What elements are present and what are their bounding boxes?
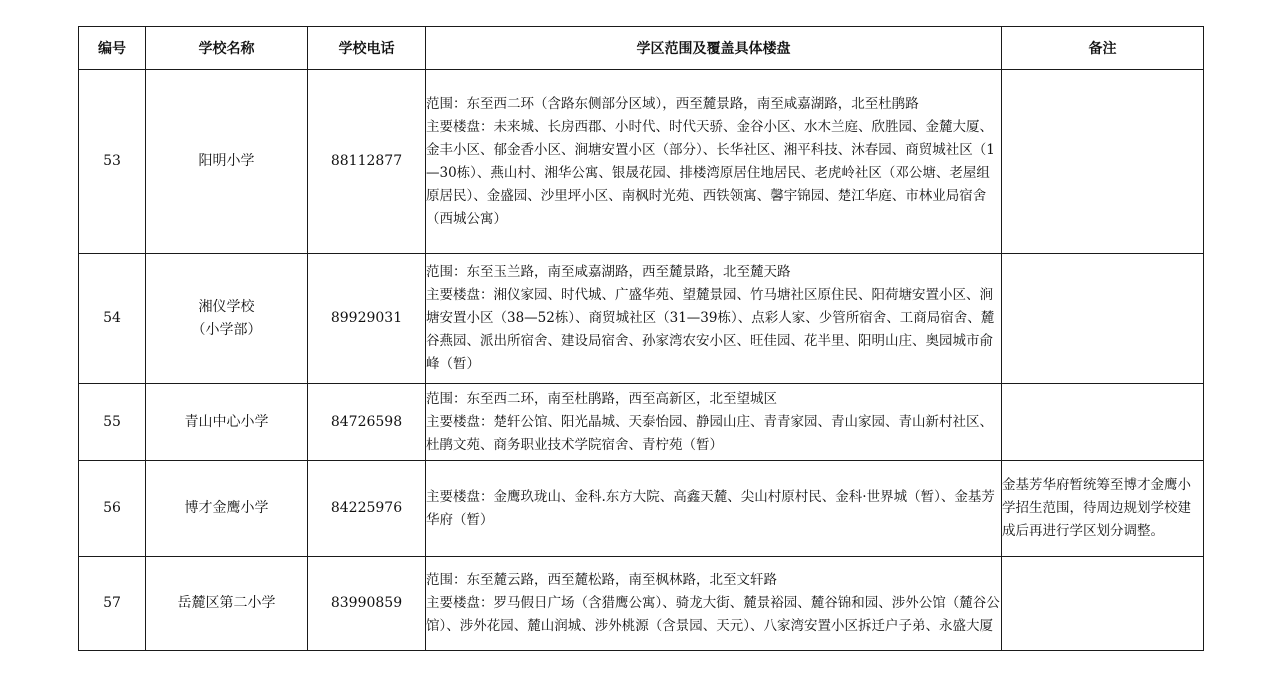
- row-phone: 89929031: [308, 254, 426, 384]
- row-number: 54: [79, 254, 146, 384]
- school-name-line: 岳麓区第二小学: [177, 595, 276, 611]
- header-number: 编号: [79, 27, 146, 70]
- header-remarks: 备注: [1002, 27, 1204, 70]
- row-number: 56: [79, 461, 146, 557]
- school-name-line: 阳明小学: [198, 153, 255, 169]
- row-remarks: 金基芳华府暂统筹至博才金鹰小学招生范围，待周边规划学校建成后再进行学区划分调整。: [1002, 461, 1204, 557]
- row-remarks: [1002, 384, 1204, 461]
- row-phone: 83990859: [308, 557, 426, 651]
- school-name-line: 湘仪学校: [198, 298, 255, 315]
- table-row: [79, 254, 1204, 384]
- row-number: 55: [79, 384, 146, 461]
- table-row: [79, 461, 1204, 557]
- district-buildings: 主要楼盘：湘仪家园、时代城、广盛华苑、望麓景园、竹马塘社区原住民、阳荷塘安置小区、涧塘安置小区（38—52栋）、商贸城社区（31—39栋）、点彩人家、少管所宿舍、工商局宿舍、麓谷燕园、派出所宿舍、建设局宿舍、孙家湾农安小区、旺佳园、花半里、阳明山庄、奥园城市俞峰（暂）: [426, 287, 995, 372]
- district-buildings: 主要楼盘：楚轩公馆、阳光晶城、天泰怡园、静园山庄、青青家园、青山家园、青山新村社区、杜鹃文苑、商务职业技术学院宿舍、青柠苑（暂）: [426, 413, 993, 453]
- row-remarks: [1002, 557, 1204, 651]
- row-district: [426, 384, 1002, 461]
- table-header-row: [79, 27, 1204, 70]
- row-number: 57: [79, 557, 146, 651]
- row-district: [426, 461, 1002, 557]
- district-range: 范围：东至麓云路，西至麓松路，南至枫林路，北至文轩路: [426, 572, 777, 588]
- district-range: 范围：东至西二环，南至杜鹃路，西至高新区，北至望城区: [426, 390, 777, 407]
- row-number: 53: [79, 70, 146, 254]
- table-row: [79, 557, 1204, 651]
- school-name-subline: （小学部）: [191, 321, 262, 338]
- header-school-name: 学校名称: [146, 27, 308, 70]
- header-phone: 学校电话: [308, 27, 426, 70]
- row-phone: 84225976: [308, 461, 426, 557]
- district-buildings: 主要楼盘：未来城、长房西郡、小时代、时代天骄、金谷小区、水木兰庭、欣胜园、金麓大厦、金丰小区、郁金香小区、涧塘安置小区（部分）、长华社区、湘平科技、沐春园、商贸城社区（1—30栋）、燕山村、湘华公寓、银晟花园、排楼湾原居住地居民、老虎岭社区（邓公塘、老屋组原居民）、金盛园、沙里坪小区、南枫时光苑、西铁领寓、馨宇锦园、楚江华庭、市林业局宿舍（西城公寓）: [426, 118, 995, 227]
- table-row: [79, 384, 1204, 461]
- row-school-name: [146, 461, 308, 557]
- row-remarks: [1002, 70, 1204, 254]
- district-buildings: 主要楼盘：罗马假日广场（含猎鹰公寓）、骑龙大街、麓景裕园、麓谷锦和园、涉外公馆（麓谷公馆）、涉外花园、麓山润城、涉外桃源（含景园、天元）、八家湾安置小区拆迁户子弟、永盛大厦: [426, 595, 1000, 634]
- row-school-name: [146, 254, 308, 384]
- header-district: 学区范围及覆盖具体楼盘: [426, 27, 1002, 70]
- school-name-line: 青山中心小学: [184, 413, 269, 430]
- school-district-table: [78, 26, 1204, 651]
- row-phone: 88112877: [308, 70, 426, 254]
- row-phone: 84726598: [308, 384, 426, 461]
- row-school-name: [146, 384, 308, 461]
- district-range: 范围：东至西二环（含路东侧部分区域），西至麓景路，南至咸嘉湖路，北至杜鹃路: [426, 95, 919, 112]
- district-range: 范围：东至玉兰路，南至咸嘉湖路，西至麓景路，北至麓天路: [426, 264, 791, 280]
- row-district: [426, 557, 1002, 651]
- row-district: [426, 254, 1002, 384]
- school-name-line: 博才金鹰小学: [184, 500, 269, 516]
- row-school-name: [146, 70, 308, 254]
- row-school-name: [146, 557, 308, 651]
- table-row: [79, 70, 1204, 254]
- district-buildings: 主要楼盘：金鹰玖珑山、金科.东方大院、高鑫天麓、尖山村原村民、金科·世界城（暂）、金基芳华府（暂）: [426, 488, 995, 528]
- row-remarks: [1002, 254, 1204, 384]
- row-district: [426, 70, 1002, 254]
